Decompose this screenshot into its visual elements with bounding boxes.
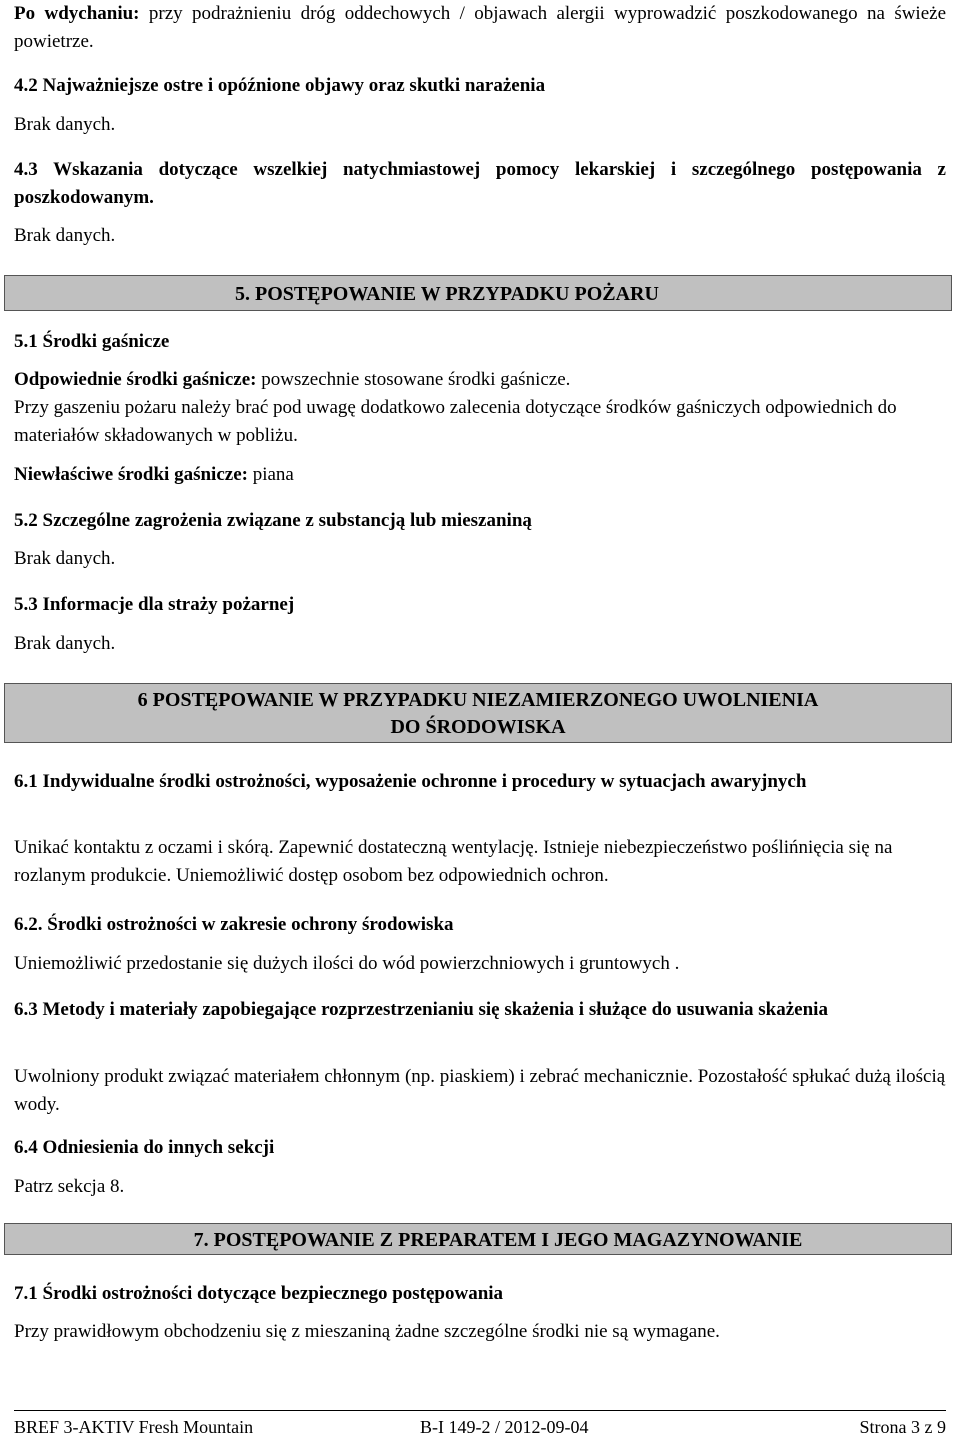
body-5-2: Brak danych. (14, 548, 116, 569)
unsuitable-media-text: piana (252, 464, 294, 485)
unsuitable-media-paragraph (14, 461, 946, 489)
firefighting-advice: Przy gaszeniu pożaru należy brać pod uwagę dodatkowo zalecenia dotyczące środków gaśniczych odpowiednich do materiałów składowanych w pobliżu. (14, 397, 897, 446)
body-7-1: Przy prawidłowym obchodzeniu się z mieszaniną żadne szczególne środki nie są wymagane. (14, 1321, 720, 1342)
suitable-media-label: Odpowiednie środki gaśnicze: (14, 369, 257, 390)
section-7-banner (4, 1223, 952, 1255)
section-7-title: 7. POSTĘPOWANIE Z PREPARATEM I JEGO MAGAZYNOWANIE (193, 1229, 803, 1251)
section-5-banner (4, 275, 952, 311)
inhale-label: Po wdychaniu: (14, 3, 140, 24)
page-footer (14, 1410, 946, 1437)
suitable-media-text: powszechnie stosowane środki gaśnicze. (261, 369, 571, 390)
body-4-2: Brak danych. (14, 114, 116, 135)
suitable-media-paragraph (14, 366, 946, 394)
heading-5-2: 5.2 Szczególne zagrożenia związane z substancją lub mieszaniną (14, 510, 532, 531)
heading-6-2: 6.2. Środki ostrożności w zakresie ochrony środowiska (14, 914, 454, 935)
unsuitable-media-label: Niewłaściwe środki gaśnicze: (14, 464, 248, 485)
body-6-4: Patrz sekcja 8. (14, 1176, 125, 1197)
inhale-paragraph (14, 0, 946, 56)
body-6-3: Uwolniony produkt związać materiałem chłonnym (np. piaskiem) i zebrać mechanicznie. Pozostałość spłukać dużą ilością wody. (14, 1066, 946, 1115)
body-6-2: Uniemożliwić przedostanie się dużych ilości do wód powierzchniowych i gruntowych . (14, 953, 680, 974)
heading-7-1: 7.1 Środki ostrożności dotyczące bezpiecznego postępowania (14, 1283, 504, 1304)
section-5-title: 5. POSTĘPOWANIE W PRZYPADKU POŻARU (235, 283, 659, 305)
heading-4-2: 4.2 Najważniejsze ostre i opóźnione objawy oraz skutki narażenia (14, 75, 546, 96)
body-4-3: Brak danych. (14, 225, 116, 246)
body-6-1: Unikać kontaktu z oczami i skórą. Zapewnić dostateczną wentylację. Istnieje niebezpieczeństwo poślińnięcia się na rozlanym produkcie. Uniemożliwić dostęp osobom bez odpowiednich ochron. (14, 837, 893, 886)
section-6-title-line1: 6 POSTĘPOWANIE W PRZYPADKU NIEZAMIERZONEGO UWOLNIENIA (137, 689, 819, 711)
inhale-text: przy podrażnieniu dróg oddechowych / objawach alergii wyprowadzić poszkodowanego na świeże powietrze. (14, 3, 947, 52)
heading-6-4: 6.4 Odniesienia do innych sekcji (14, 1137, 275, 1158)
heading-5-1: 5.1 Środki gaśnicze (14, 331, 170, 352)
body-5-3: Brak danych. (14, 633, 116, 654)
heading-6-1: 6.1 Indywidualne środki ostrożności, wyposażenie ochronne i procedury w sytuacjach awaryjnych (14, 771, 807, 792)
section-6-banner (4, 683, 952, 743)
footer-product-name: BREF 3-AKTIV Fresh Mountain (14, 1417, 254, 1437)
section-6-title-line2: DO ŚRODOWISKA (390, 716, 566, 738)
heading-5-3: 5.3 Informacje dla straży pożarnej (14, 594, 295, 615)
footer-page-number: Strona 3 z 9 (859, 1417, 946, 1437)
heading-4-3: 4.3 Wskazania dotyczące wszelkiej natychmiastowej pomocy lekarskiej i szczególnego postępowania z poszkodowanym. (14, 159, 946, 208)
heading-6-3: 6.3 Metody i materiały zapobiegające rozprzestrzenianiu się skażenia i służące do usuwania skażenia (14, 999, 828, 1020)
footer-document-ref: B-I 149-2 / 2012-09-04 (420, 1417, 589, 1437)
